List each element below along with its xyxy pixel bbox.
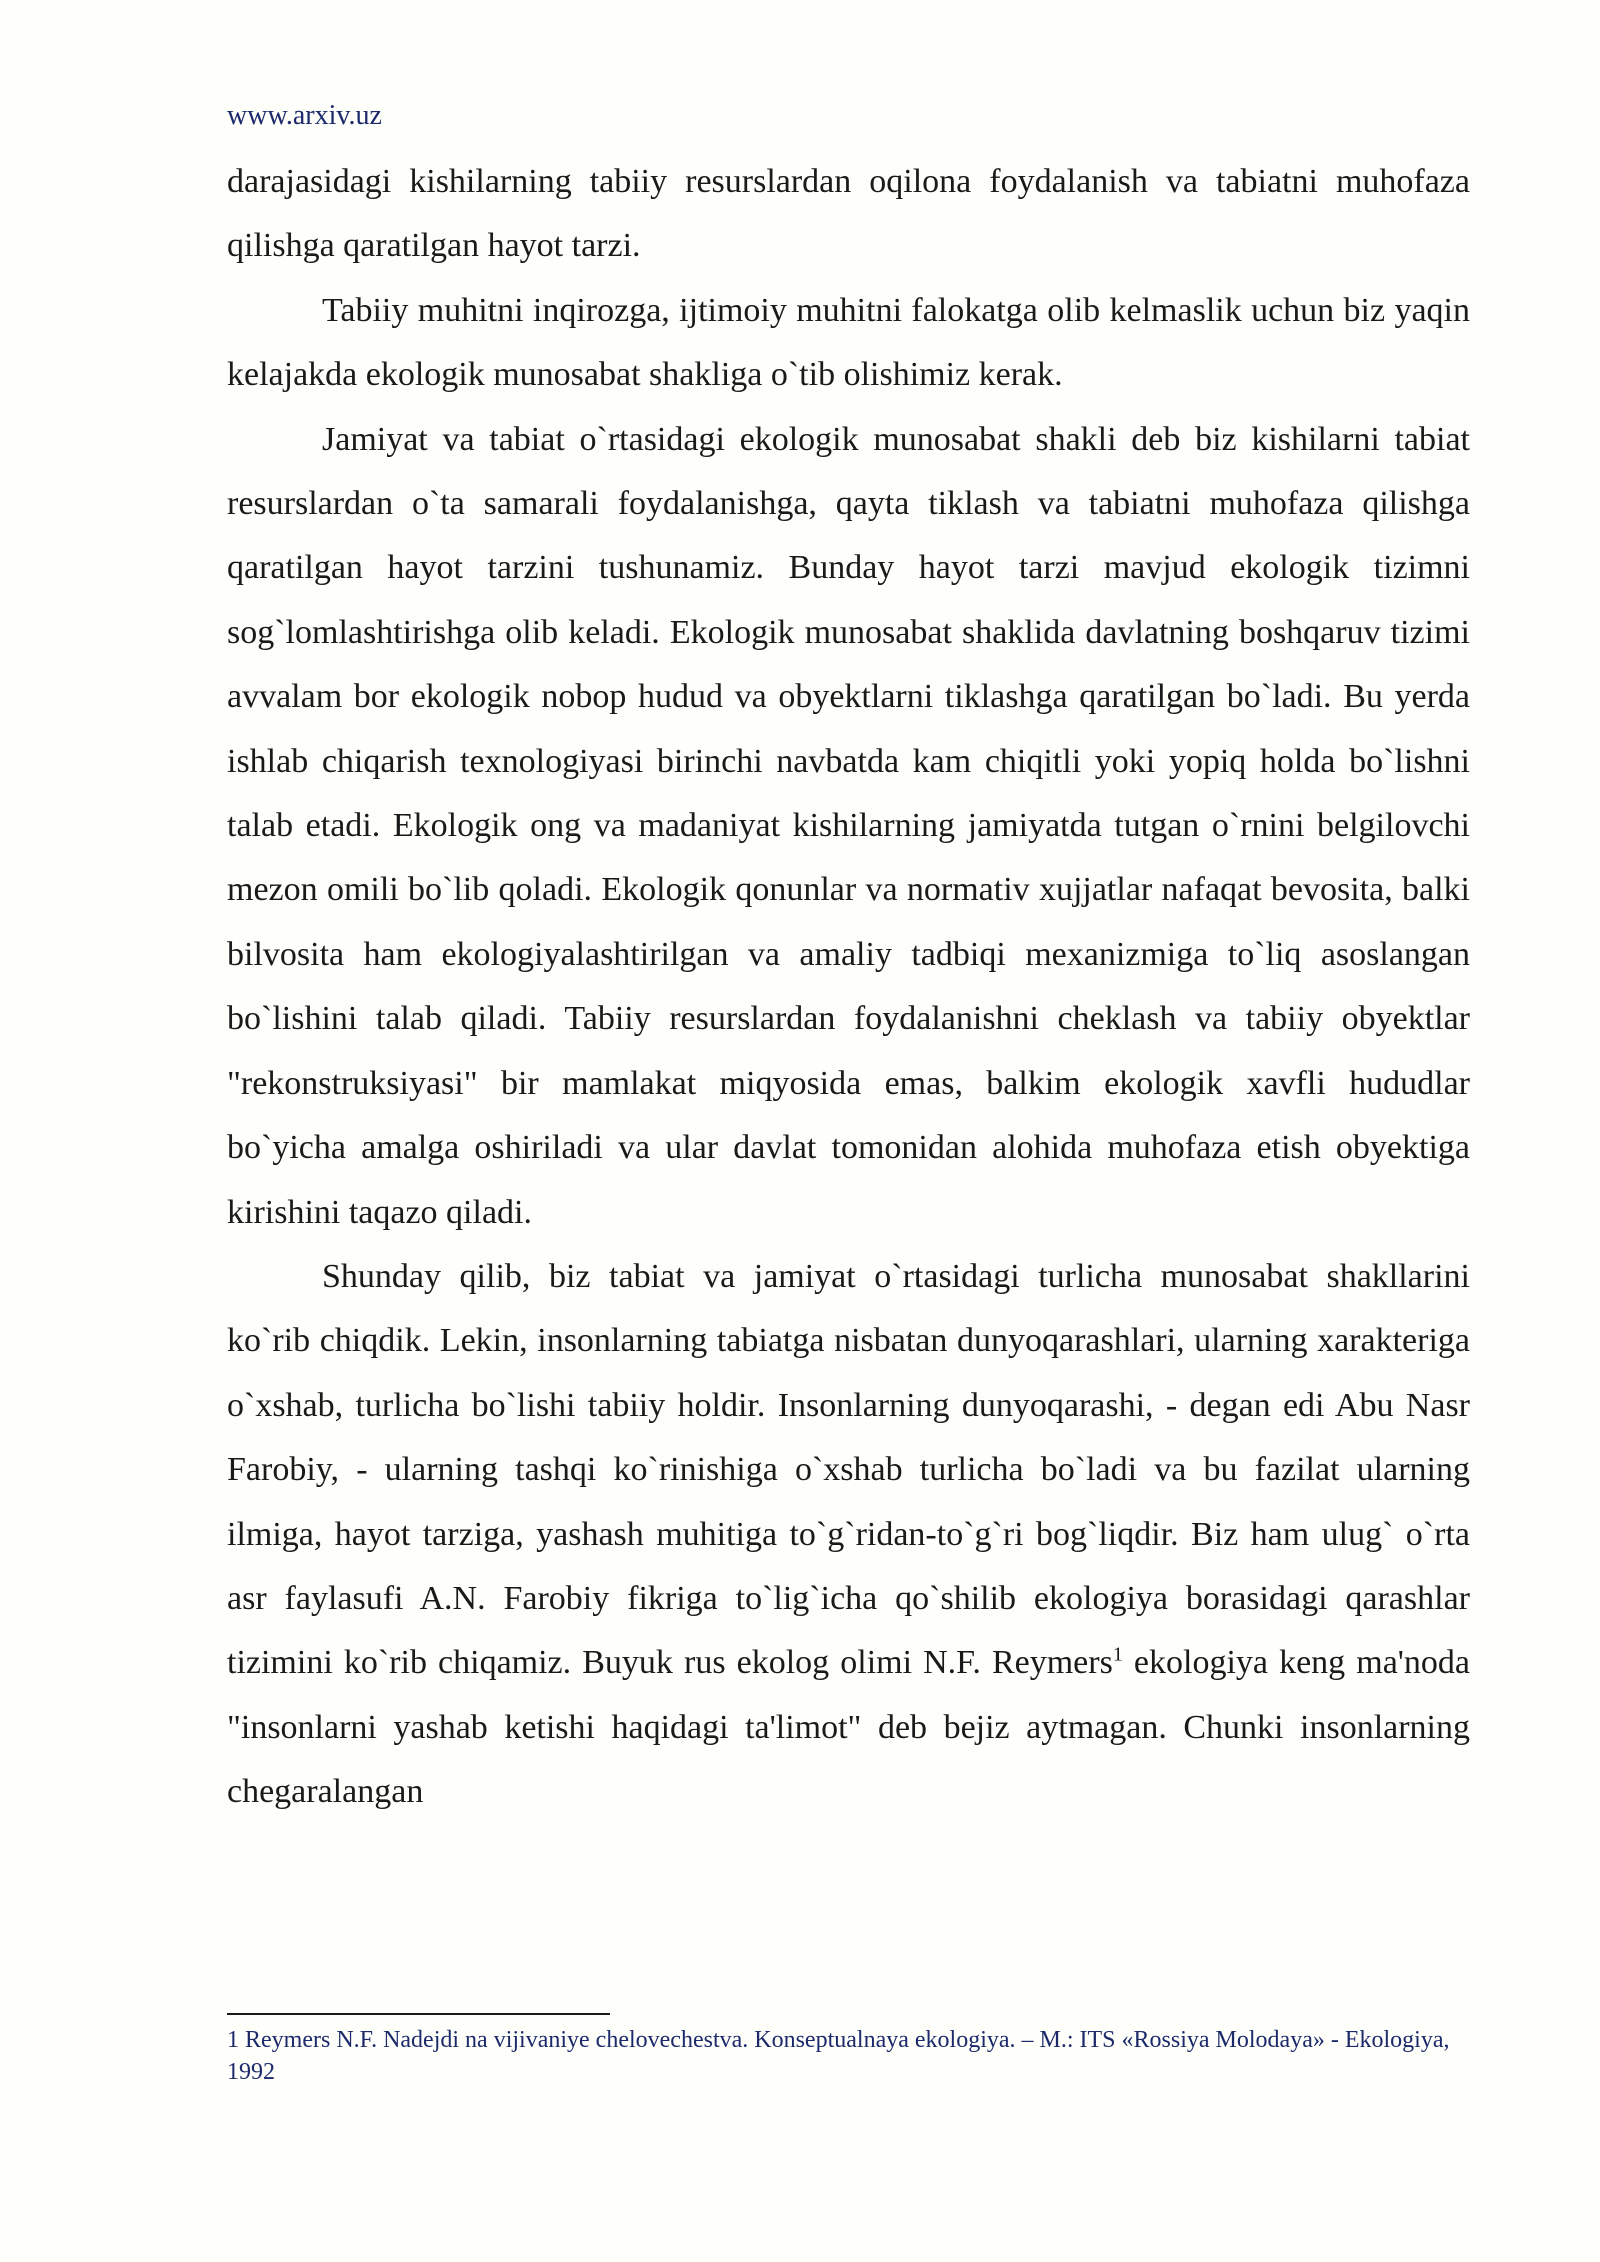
paragraph-2: Tabiiy muhitni inqirozga, ijtimoiy muhitni falokatga olib kelmaslik uchun biz yaqin kelajakda ekologik munosabat shakliga o`tib olishimiz kerak. [227,291,1470,394]
paragraph-4-text-start: Shunday qilib, biz tabiat va jamiyat o`rtasidagi turlicha munosabat shakllarini ko`rib chiqdik. Lekin, insonlarning tabiatga nisbatan dunyoqarashlari, ularning xarakteriga o`xshab, turlicha bo`lishi tabiiy holdir. Insonlarning dunyoqarashi, - degan edi Abu Nasr Farobiy, - ularning tashqi ko`rinishiga o`xshab turlicha bo`ladi va bu fazilat ularning ilmiga, hayot tarziga, yashash muhitiga to`g`ridan-to`g`ri bog`liqdir. Biz ham ulug` o`rta asr faylasufi A.N. Farobiy fikriga to`lig`icha qo`shilib ekologiya borasidagi qarashlar tizimini ko`rib chiqamiz. Buyuk rus ekolog olimi N.F. Reymers [227,1257,1470,1682]
footnote-divider [227,2013,610,2015]
main-text [227,150,1470,1825]
site-url-header[interactable]: www.arxiv.uz [227,100,382,131]
footnote-reference: 1 [1112,1644,1123,1667]
paragraph-4-text-end: ekologiya keng ma'noda "insonlarni yashab ketishi haqidagi ta'limot" deb bejiz aytmagan. Chunki insonlarning chegaralangan [227,1644,1471,1811]
paragraph-3: Jamiyat va tabiat o`rtasidagi ekologik munosabat shakli deb biz kishilarni tabiat resurslardan o`ta samarali foydalanishga, qayta tiklash va tabiatni muhofaza qilishga qaratilgan hayot tarzini tushunamiz. Bunday hayot tarzi mavjud ekologik tizimni sog`lomlashtirishga olib keladi. Ekologik munosabat shaklida davlatning boshqaruv tizimi avvalam bor ekologik nobop hudud va obyektlarni tiklashga qaratilgan bo`ladi. Bu yerda ishlab chiqarish texnologiyasi birinchi navbatda kam chiqitli yoki yopiq holda bo`lishni talab etadi. Ekologik ong va madaniyat kishilarning jamiyatda tutgan o`rnini belgilovchi mezon omili bo`lib qoladi. Ekologik qonunlar va normativ xujjatlar nafaqat bevosita, balki bilvosita ham ekologiyalashtirilgan va amaliy tadbiqi mexanizmiga to`liq asoslangan bo`lishini talab qiladi. Tabiiy resurslardan foydalanishni cheklash va tabiiy obyektlar "rekonstruksiyasi" bir mamlakat miqyosida emas, balkim ekologik xavfli hududlar bo`yicha amalga oshiriladi va ular davlat tomonidan alohida muhofaza etish obyektiga kirishini taqazo qiladi. [227,420,1470,1231]
footnote-1: 1 Reymers N.F. Nadejdi na vijivaniye chelovechestva. Konseptualnaya ekologiya. – M.: ITS «Rossiya Molodaya» - Ekologiya, 1992 [227,2027,1450,2085]
paragraph-4 [227,1245,1470,1825]
paragraph-1: darajasidagi kishilarning tabiiy resurslardan oqilona foydalanish va tabiatni muhofaza qilishga qaratilgan hayot tarzi. [227,163,1470,265]
